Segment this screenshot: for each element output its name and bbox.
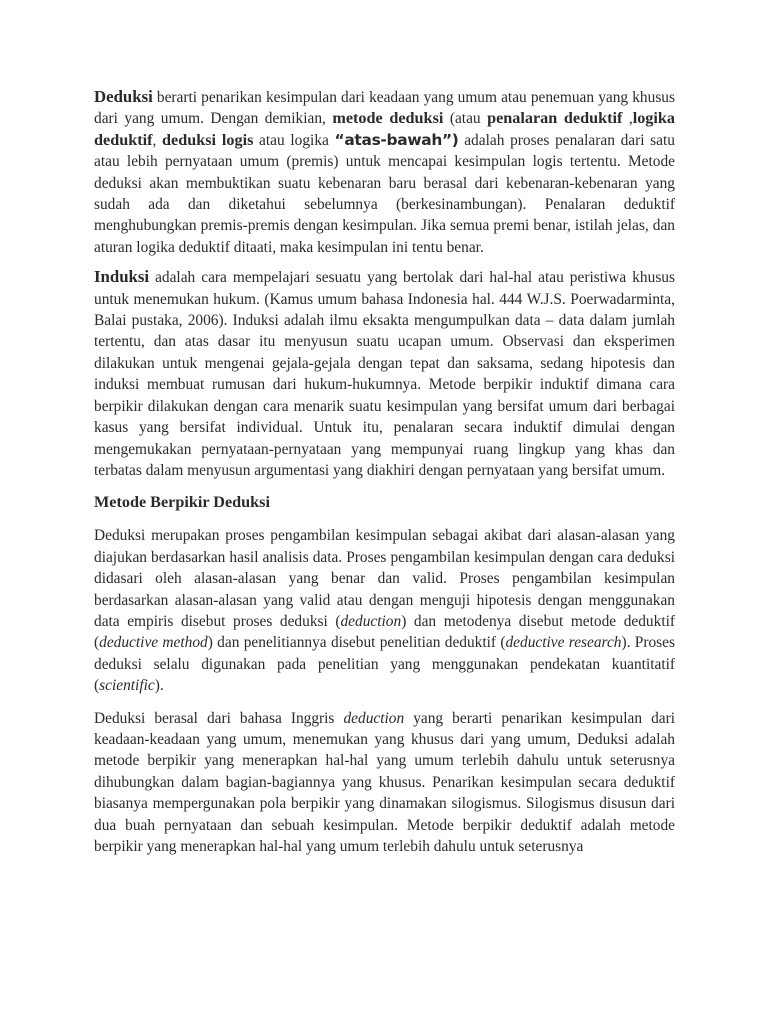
text-run: ). Proses deduksi selalu digunakan pada penelitian yang menggunakan pendekatan kuantitatif (	[94, 634, 675, 695]
term-deduksi: Deduksi	[94, 87, 153, 106]
text-run: ,	[152, 131, 163, 149]
text-run: Deduksi merupakan proses pengambilan kesimpulan sebagai akibat dari alasan-alasan yang diajukan berdasarkan hasil analisis data. Proses pengambilan kesimpulan dengan cara deduksi didasari oleh alasan-alasan yang benar dan valid. Proses pengambilan kesimpulan berdasarkan alasan-alasan yang valid atau dengan menguji hipotesis dengan menggunakan data empiris disebut proses deduksi (	[94, 527, 675, 630]
term-induksi: Induksi	[94, 267, 150, 287]
section-heading: Metode Berpikir Deduksi	[94, 493, 270, 512]
italic-run: deductive research	[505, 634, 622, 652]
bold-run: metode deduksi	[332, 109, 444, 128]
text-run: ,	[622, 110, 633, 128]
paragraph-deduksi-process	[94, 525, 675, 696]
text-run: ) dan penelitiannya disebut penelitian deduktif (	[207, 634, 506, 652]
text-run: atau logika	[253, 131, 335, 149]
italic-run: deduction	[343, 709, 405, 727]
text-run: ).	[154, 677, 164, 695]
paragraph-deduksi-origin	[94, 708, 675, 858]
text-run: Deduksi berasal dari bahasa Inggris	[94, 709, 344, 727]
italic-run: deduction	[340, 612, 402, 630]
text-run: adalah proses penalaran dari satu atau lebih pernyataan umum (premis) untuk mencapai kesimpulan logis tertentu. Metode deduksi akan membuktikan suatu kebenaran baru berasal dari kebenaran-kebenaran yang sudah ada dan diketahui sebelumnya (berkesinambungan). Penalaran deduktif menghubungkan premis-premis dengan kesimpulan. Jika semua premi benar, istilah jelas, dan aturan logika deduktif ditaati, maka kesimpulan ini tentu benar.	[94, 131, 675, 256]
text-run: adalah cara mempelajari sesuatu yang bertolak dari hal-hal atau peristiwa khusus untuk menemukan hukum. (Kamus umum bahasa Indonesia hal. 444 W.J.S. Poerwadarminta, Balai pustaka, 2006). Induksi adalah ilmu eksakta mengumpulkan data – data dalam jumlah tertentu, dan atas dasar itu menyusun suatu ucapan umum. Observasi dan eksperimen dilakukan untuk mengenai gejala-gejala dengan tepat dan saksama, sedang hipotesis dan induksi membuat rumusan dari hukum-hukumnya. Metode berpikir induktif dimana cara berpikir dilakukan dengan cara menarik suatu kesimpulan yang bersifat umum dari berbagai kasus yang bersifat individual. Untuk itu, penalaran secara induktif dimulai dengan mengemukakan pernyataan-pernyataan yang mempunyai ruang lingkup yang khas dan terbatas dalam menyusun argumentasi yang diakhiri dengan pernyataan yang bersifat umum.	[94, 269, 675, 479]
text-run: ) dan metodenya disebut metode deduktif (	[94, 612, 675, 652]
text-run: berarti penarikan kesimpulan dari keadaan yang umum atau penemuan yang khusus dari yang umum. Dengan demikian,	[94, 89, 675, 128]
bold-run: penalaran deduktif	[487, 109, 623, 128]
paragraph-induksi	[94, 266, 675, 481]
document-body	[94, 86, 675, 857]
paragraph-deduksi	[94, 86, 675, 258]
bold-run: logika deduktif	[94, 109, 675, 149]
text-run: (atau	[443, 110, 488, 128]
bold-run: deduksi logis	[162, 130, 254, 149]
bold-run: “atas-bawah”)	[334, 130, 459, 149]
italic-run: deductive method	[99, 634, 208, 652]
text-run: yang berarti penarikan kesimpulan dari keadaan-keadaan yang umum, menemukan yang khusus dari yang umum, Deduksi adalah metode berpikir yang menerapkan hal-hal yang umum terlebih dahulu untuk seterusnya dihubungkan dalam bagian-bagiannya yang khusus. Penarikan kesimpulan secara deduktif biasanya mempergunakan pola berpikir yang dinamakan silogismus. Silogismus disusun dari dua buah pernyataan dan sebuah kesimpulan. Metode berpikir deduktif adalah metode berpikir yang menerapkan hal-hal yang umum terlebih dahulu untuk seterusnya	[94, 709, 675, 855]
italic-run: scientific	[99, 677, 155, 695]
